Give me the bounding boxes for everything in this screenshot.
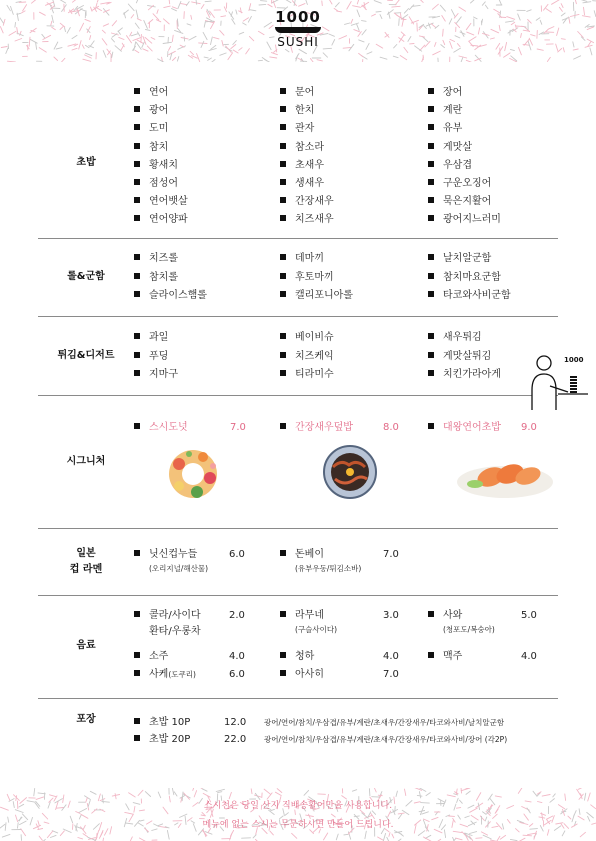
divider bbox=[38, 316, 558, 317]
menu-item-label: 닛신컵누들 bbox=[149, 549, 198, 560]
bullet-square-icon bbox=[134, 273, 140, 279]
bullet-square-icon bbox=[428, 352, 434, 358]
menu-item-label: 소주 bbox=[149, 651, 169, 662]
menu-item-label: 슬라이스햄롤 bbox=[149, 290, 207, 301]
menu-item-price: 4.0 bbox=[229, 651, 245, 662]
divider bbox=[38, 238, 558, 239]
menu-item bbox=[134, 668, 196, 682]
footer-notice-2: 메뉴에 없는 스시는 무문하시면 만들어 드립니다. bbox=[202, 820, 394, 830]
menu-item-label: 관자 bbox=[295, 123, 315, 135]
bullet-square-icon bbox=[428, 124, 434, 130]
menu-item bbox=[134, 331, 168, 345]
menu-item-label: 콜라/사이다 bbox=[149, 610, 201, 621]
bullet-square-icon bbox=[280, 106, 286, 112]
category-title-drinks: 음료 bbox=[76, 640, 96, 651]
menu-item-label: 광어 bbox=[149, 105, 169, 117]
menu-item bbox=[280, 350, 334, 364]
menu-item-price: 4.0 bbox=[521, 651, 537, 662]
menu-item bbox=[134, 86, 168, 100]
menu-item-label: 참치롤 bbox=[149, 271, 178, 283]
bullet-square-icon bbox=[134, 550, 140, 556]
menu-item bbox=[149, 625, 201, 639]
menu-item-label: 초밥 10P bbox=[149, 717, 191, 728]
bullet-square-icon bbox=[428, 161, 434, 167]
menu-item-label: 문어 bbox=[295, 87, 315, 98]
jumbo-salmon-sushi-image bbox=[455, 454, 555, 504]
bullet-square-icon bbox=[280, 124, 286, 130]
menu-item-label: 타코와사비군함 bbox=[443, 290, 511, 301]
menu-item bbox=[134, 350, 168, 364]
bullet-square-icon bbox=[428, 254, 434, 260]
package-contents: 광어/연어/참치/우삼겹/유부/계란/초새우/간장새우/타코와사비/장어 (각2P) bbox=[264, 735, 508, 744]
bullet-square-icon bbox=[280, 215, 286, 221]
menu-item bbox=[280, 668, 324, 682]
menu-item bbox=[280, 122, 314, 136]
menu-item bbox=[428, 271, 501, 285]
menu-item bbox=[428, 141, 472, 155]
menu-item-label: 과일 bbox=[149, 332, 169, 343]
category-title-ramen-line1: 일본 bbox=[76, 548, 96, 559]
bullet-square-icon bbox=[280, 273, 286, 279]
category-title-chobap: 초밥 bbox=[76, 157, 96, 168]
bullet-square-icon bbox=[428, 370, 434, 376]
category-title-ramen bbox=[40, 546, 132, 578]
menu-item-price: 3.0 bbox=[383, 610, 399, 621]
bullet-square-icon bbox=[280, 550, 286, 556]
logo bbox=[0, 8, 596, 49]
bullet-square-icon bbox=[428, 143, 434, 149]
bullet-square-icon bbox=[280, 333, 286, 339]
menu-item bbox=[134, 271, 178, 285]
bullet-square-icon bbox=[280, 291, 286, 297]
menu-item-price: 12.0 bbox=[224, 717, 247, 728]
menu-item-label: 황새치 bbox=[149, 159, 178, 171]
menu-item-label: 새우튀김 bbox=[443, 332, 482, 343]
menu-item-label: 연어 bbox=[149, 87, 169, 98]
menu-item bbox=[280, 650, 314, 664]
menu-item-label: 푸딩 bbox=[149, 350, 169, 362]
menu-item-price: 6.0 bbox=[229, 549, 245, 560]
menu-item-label: 아사히 bbox=[295, 669, 324, 680]
menu-item bbox=[134, 368, 178, 382]
menu-item bbox=[134, 548, 197, 562]
menu-item bbox=[280, 159, 324, 173]
menu-item bbox=[428, 177, 491, 191]
bullet-square-icon bbox=[134, 352, 140, 358]
bullet-square-icon bbox=[428, 179, 434, 185]
menu-item-label: 연어양파 bbox=[149, 214, 188, 226]
menu-item bbox=[428, 252, 491, 266]
menu-item bbox=[134, 609, 201, 623]
menu-item-label: 캘리포니아롤 bbox=[295, 290, 353, 301]
bullet-square-icon bbox=[280, 161, 286, 167]
menu-item bbox=[134, 733, 190, 747]
signature-item bbox=[280, 421, 353, 435]
menu-item-label: 사케 bbox=[149, 669, 169, 680]
menu-item-label: 유부 bbox=[443, 123, 463, 135]
bullet-square-icon bbox=[134, 423, 140, 429]
menu-item bbox=[280, 213, 334, 227]
package-contents: 광어/연어/참치/우삼겹/유부/계란/초새우/간장새우/타코와사비/날치알군함 bbox=[264, 718, 505, 727]
menu-item bbox=[280, 368, 334, 382]
menu-item bbox=[428, 650, 462, 664]
menu-item-label: 환타/우롱차 bbox=[149, 626, 201, 637]
menu-item-label: 지마구 bbox=[149, 369, 178, 380]
menu-item bbox=[134, 252, 178, 266]
menu-item-label: 참소라 bbox=[295, 141, 324, 153]
bullet-square-icon bbox=[428, 273, 434, 279]
mascot-illustration bbox=[530, 352, 590, 412]
bullet-square-icon bbox=[134, 106, 140, 112]
menu-item-label: 청하 bbox=[295, 651, 315, 662]
mascot-sign: 1000 bbox=[564, 356, 584, 364]
category-title-signature: 시그니처 bbox=[66, 456, 106, 467]
menu-item bbox=[428, 213, 501, 227]
bullet-square-icon bbox=[134, 735, 140, 741]
menu-item bbox=[280, 271, 334, 285]
bullet-square-icon bbox=[134, 718, 140, 724]
menu-item-label: 스시도넛 bbox=[149, 422, 188, 433]
bullet-square-icon bbox=[134, 143, 140, 149]
menu-item-label: 초밥 20P bbox=[149, 734, 191, 745]
menu-item bbox=[280, 177, 324, 191]
menu-item-label: 한치 bbox=[295, 105, 315, 117]
menu-item-label: 초새우 bbox=[295, 159, 324, 171]
menu-item-label: 치즈케익 bbox=[295, 350, 334, 362]
bullet-square-icon bbox=[428, 423, 434, 429]
bullet-square-icon bbox=[280, 197, 286, 203]
divider bbox=[38, 595, 558, 596]
bullet-square-icon bbox=[280, 652, 286, 658]
bullet-square-icon bbox=[280, 370, 286, 376]
bullet-square-icon bbox=[280, 179, 286, 185]
menu-item-label: 간장새우 bbox=[295, 196, 334, 208]
menu-item-price: 6.0 bbox=[229, 669, 245, 680]
menu-item-label: 치즈롤 bbox=[149, 253, 178, 264]
menu-item-note: (구슬사이다) bbox=[295, 625, 338, 634]
menu-item-label: 우삼겹 bbox=[443, 159, 472, 171]
menu-item bbox=[134, 177, 178, 191]
menu-item-label: 구운오징어 bbox=[443, 178, 492, 189]
category-title-fried: 튀김&디저트 bbox=[57, 350, 115, 361]
menu-item-note: (유부우동/튀김소바) bbox=[295, 564, 362, 573]
category-title-packaging: 포장 bbox=[76, 714, 96, 725]
bullet-square-icon bbox=[280, 352, 286, 358]
menu-item-label: 장어 bbox=[443, 87, 463, 98]
menu-item-label: 계란 bbox=[443, 105, 463, 117]
menu-item bbox=[280, 548, 324, 562]
bullet-square-icon bbox=[428, 106, 434, 112]
menu-item bbox=[428, 104, 462, 118]
menu-item bbox=[280, 252, 324, 266]
divider bbox=[38, 698, 558, 699]
menu-item-price: 9.0 bbox=[521, 422, 537, 433]
bullet-square-icon bbox=[134, 215, 140, 221]
bullet-square-icon bbox=[134, 254, 140, 260]
bullet-square-icon bbox=[134, 291, 140, 297]
menu-item bbox=[280, 86, 314, 100]
menu-item bbox=[280, 104, 314, 118]
menu-item-price: 2.0 bbox=[229, 610, 245, 621]
divider bbox=[38, 395, 558, 396]
menu-item-label: 생새우 bbox=[295, 178, 324, 189]
menu-item-label: 간장새우덮밥 bbox=[295, 422, 353, 433]
menu-item-label: 게맛살 bbox=[443, 141, 472, 153]
menu-item bbox=[134, 650, 168, 664]
soy-shrimp-rice-bowl-image bbox=[321, 445, 379, 503]
menu-item bbox=[134, 195, 188, 209]
bullet-square-icon bbox=[428, 333, 434, 339]
category-title-ramen-line2: 컵 라멘 bbox=[69, 564, 103, 575]
menu-item-price: 4.0 bbox=[383, 651, 399, 662]
menu-item bbox=[428, 350, 491, 364]
logo-word: SUSHI bbox=[277, 35, 319, 49]
menu-item bbox=[280, 609, 324, 623]
menu-item-label: 데마끼 bbox=[295, 253, 324, 264]
menu-item-label: 날치알군함 bbox=[443, 253, 492, 264]
bullet-square-icon bbox=[428, 197, 434, 203]
category-title-roll: 롤&군함 bbox=[67, 271, 105, 282]
menu-item-note: (도쿠리) bbox=[168, 670, 196, 679]
menu-item-label: 도미 bbox=[149, 123, 169, 135]
menu-item-price: 8.0 bbox=[383, 422, 399, 433]
logo-plate-icon bbox=[275, 27, 321, 33]
bullet-square-icon bbox=[134, 370, 140, 376]
menu-item-label: 묵은지활어 bbox=[443, 196, 492, 208]
menu-item-label: 참치마요군함 bbox=[443, 271, 501, 283]
menu-item bbox=[134, 716, 190, 730]
menu-item-label: 맥주 bbox=[443, 651, 463, 662]
menu-item bbox=[134, 122, 168, 136]
signature-item bbox=[134, 421, 188, 435]
menu-item bbox=[428, 195, 491, 209]
menu-item-label: 베이비슈 bbox=[295, 332, 334, 343]
bullet-square-icon bbox=[134, 124, 140, 130]
menu-item bbox=[428, 289, 511, 303]
bullet-square-icon bbox=[428, 652, 434, 658]
bullet-square-icon bbox=[428, 611, 434, 617]
bullet-square-icon bbox=[280, 143, 286, 149]
bullet-square-icon bbox=[134, 333, 140, 339]
footer-notice-1: 스시천은 당일 산지 직배송활어만을 사용합니다. bbox=[203, 801, 393, 811]
menu-item bbox=[134, 289, 207, 303]
bullet-square-icon bbox=[280, 88, 286, 94]
menu-item-label: 연어뱃살 bbox=[149, 196, 188, 208]
menu-item-label: 대왕연어초밥 bbox=[443, 422, 501, 433]
menu-item bbox=[134, 159, 178, 173]
bullet-square-icon bbox=[428, 215, 434, 221]
menu-item-note: (오리지널/해산물) bbox=[149, 564, 209, 573]
menu-item bbox=[428, 609, 462, 623]
logo-number: 1000 bbox=[275, 8, 321, 26]
bullet-square-icon bbox=[134, 611, 140, 617]
menu-item-label: 치즈새우 bbox=[295, 214, 334, 226]
menu-item bbox=[134, 104, 168, 118]
menu-item bbox=[280, 195, 334, 209]
menu-item-price: 7.0 bbox=[383, 669, 399, 680]
bullet-square-icon bbox=[134, 161, 140, 167]
menu-item-price: 7.0 bbox=[383, 549, 399, 560]
signature-item bbox=[428, 421, 501, 435]
menu-item-label: 참치 bbox=[149, 141, 169, 153]
menu-item bbox=[134, 213, 188, 227]
bullet-square-icon bbox=[134, 197, 140, 203]
bullet-square-icon bbox=[134, 179, 140, 185]
menu-item bbox=[280, 289, 353, 303]
menu-item-label: 티라미수 bbox=[295, 369, 334, 380]
bullet-square-icon bbox=[280, 611, 286, 617]
bullet-square-icon bbox=[134, 670, 140, 676]
menu-item-price: 22.0 bbox=[224, 734, 247, 745]
menu-item bbox=[428, 331, 482, 345]
menu-item-label: 돈베이 bbox=[295, 549, 324, 560]
menu-item-note: (청포도/복숭아) bbox=[443, 625, 495, 634]
menu-item-label: 라무네 bbox=[295, 610, 324, 621]
menu-item bbox=[280, 141, 324, 155]
menu-item-price: 7.0 bbox=[230, 422, 246, 433]
menu-item bbox=[280, 331, 334, 345]
menu-item bbox=[428, 122, 462, 136]
bullet-square-icon bbox=[134, 88, 140, 94]
menu-item-label: 게맛살튀김 bbox=[443, 350, 492, 362]
menu-item-label: 후토마끼 bbox=[295, 271, 334, 283]
menu-item-price: 5.0 bbox=[521, 610, 537, 621]
menu-item bbox=[428, 86, 462, 100]
bullet-square-icon bbox=[134, 652, 140, 658]
bullet-square-icon bbox=[428, 88, 434, 94]
sushi-donut-image bbox=[167, 448, 219, 504]
menu-item bbox=[134, 141, 168, 155]
menu-item-label: 광어지느러미 bbox=[443, 214, 501, 226]
bullet-square-icon bbox=[280, 670, 286, 676]
menu-item-label: 점성어 bbox=[149, 178, 178, 189]
divider bbox=[38, 528, 558, 529]
bullet-square-icon bbox=[428, 291, 434, 297]
menu-item bbox=[428, 159, 472, 173]
menu-item bbox=[428, 368, 501, 382]
bullet-square-icon bbox=[280, 254, 286, 260]
bullet-square-icon bbox=[280, 423, 286, 429]
menu-item-label: 사와 bbox=[443, 610, 463, 621]
menu-item-label: 치킨가라아게 bbox=[443, 369, 501, 380]
